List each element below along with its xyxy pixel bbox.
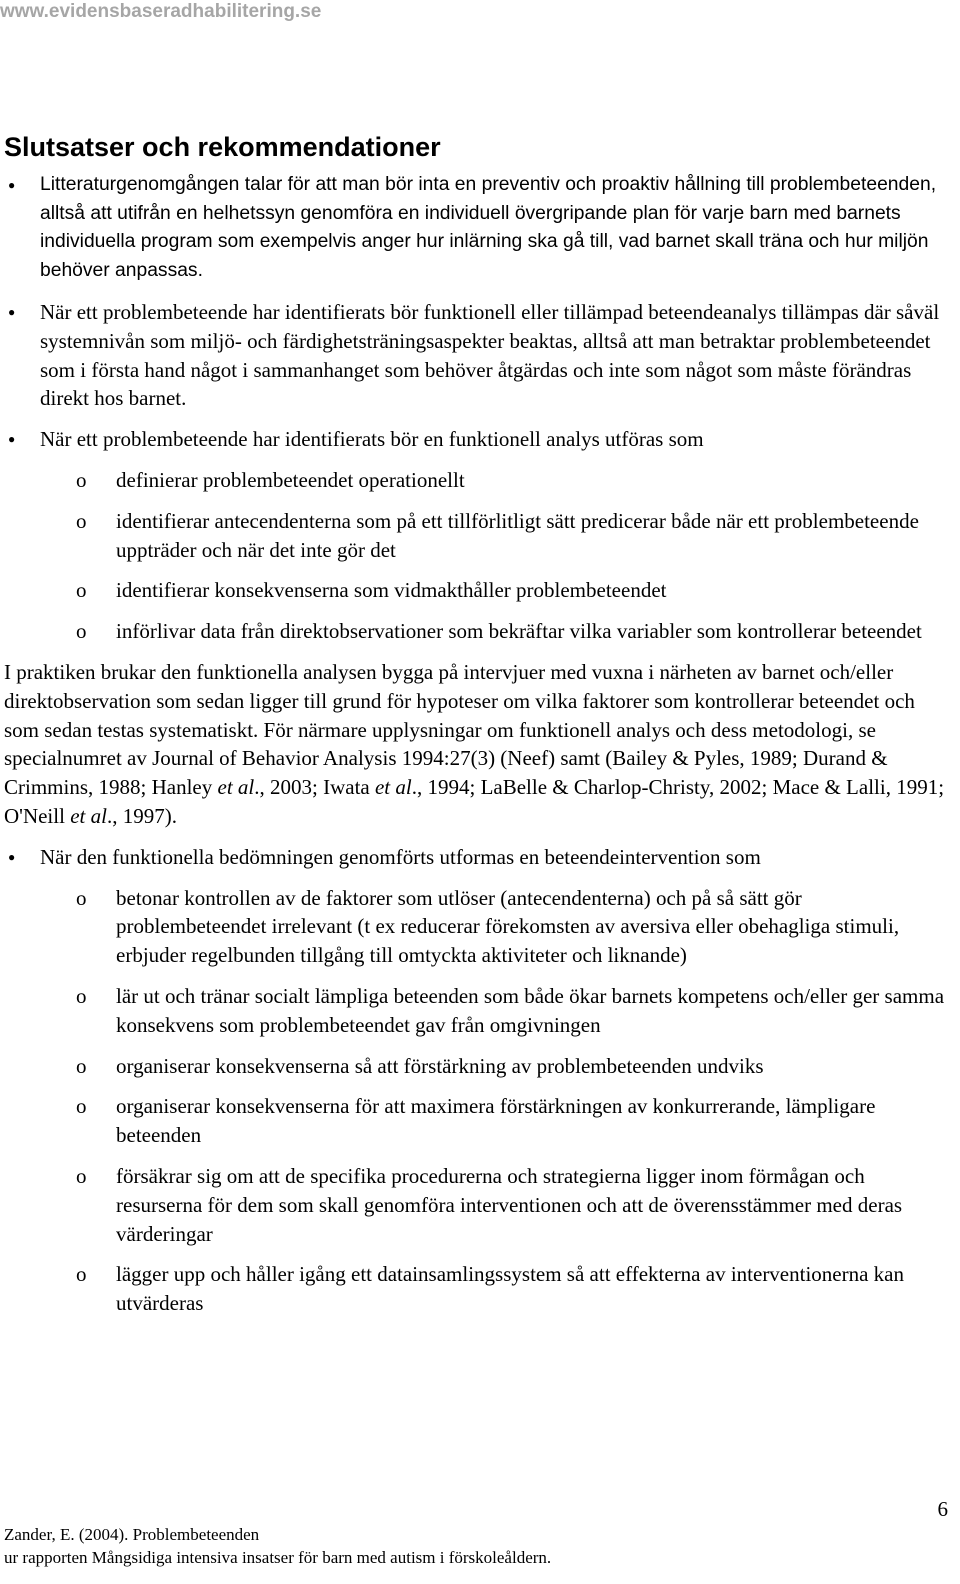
sub-bullet-icon: o [76, 467, 87, 492]
sub-bullet-icon: o [76, 1094, 87, 1119]
sub-bullet-icon: o [76, 508, 87, 533]
sub-item-text: införlivar data från direktobservationer som bekräftar vilka variabler som kontrollerar beteendet [116, 619, 922, 644]
sub-list-item [0, 884, 960, 970]
sub-list-item [0, 1052, 960, 1081]
sub-item-text: definierar problembeteendet operationellt [116, 467, 465, 492]
bullet-text: När ett problembeteende har identifierats bör funktionell eller tillämpad beteendeanalys tillämpas där såväl systemnivån som miljö- och färdighetsträningsaspekter beaktas, alltså att man betraktar problembeteendet som i första hand något i sammanhanget som behöver åtgärdas och inte som något som måste förändras direkt hos barnet. [40, 300, 940, 411]
sub-item-text: lägger upp och håller igång ett datainsamlingssystem så att effekterna av interventionerna kan utvärderas [116, 1262, 905, 1316]
bullet-item [0, 843, 960, 872]
sub-item-text: identifierar konsekvenserna som vidmakthåller problembeteendet [116, 578, 667, 603]
sub-bullet-icon: o [76, 619, 87, 644]
sub-item-text: försäkrar sig om att de specifika procedurerna och strategierna ligger inom förmågan och resurserna för dem som skall genomföra interventionen och att de överensstämmer med deras värderingar [116, 1163, 903, 1246]
sub-list-item [0, 1162, 960, 1248]
sub-item-text: betonar kontrollen av de faktorer som utlöser (antecendenterna) och på så sätt gör problembeteendet irrelevant (t ex reducerar förekomsten av aversiva eller obehagliga stimuli, erbjuder regelbunden tillgång till omtyckta aktiviteter och liknande) [116, 885, 900, 968]
sub-list-item [0, 617, 960, 646]
bullet-icon: ● [8, 178, 16, 192]
sub-bullet-icon: o [76, 983, 87, 1008]
sub-item-text: identifierar antecendenterna som på ett tillförlitligt sätt predicerar både när ett problembeteende uppträder och när det inte gör det [116, 508, 919, 562]
paragraph-text: ., 1997). [106, 803, 177, 828]
sub-list-item [0, 576, 960, 605]
sub-list-item [0, 982, 960, 1040]
sub-item-text: lär ut och tränar socialt lämpliga beteenden som både ökar barnets kompetens och/eller ger samma konsekvens som problembeteendet gav från omgivningen [116, 983, 945, 1037]
bullet-text: När den funktionella bedömningen genomförts utformas en beteendeintervention som [40, 844, 761, 869]
paragraph-italic: et al [217, 775, 255, 800]
bullet-icon: ● [8, 432, 16, 447]
footer-citation: Zander, E. (2004). Problembeteenden [4, 1525, 260, 1544]
sub-list-item [0, 1092, 960, 1150]
paragraph-italic: et al [70, 803, 107, 828]
sub-item-text: organiserar konsekvenserna så att förstärkning av problembeteenden undviks [116, 1053, 764, 1078]
bullet-item [0, 171, 960, 285]
paragraph-text: ., 2003; Iwata [254, 775, 375, 800]
sub-list-item [0, 1260, 960, 1318]
sub-bullet-icon: o [76, 1163, 87, 1188]
section-heading: Slutsatser och rekommendationer [4, 132, 441, 162]
bullet-item [0, 425, 960, 454]
bullet-item [0, 298, 960, 413]
body-paragraph [0, 658, 960, 831]
sub-list-item [0, 507, 960, 565]
bullet-icon: ● [8, 849, 16, 864]
intro-bullet-list [0, 171, 960, 285]
bullet-text: När ett problembeteende har identifierats bör en funktionell analys utföras som [40, 427, 704, 452]
paragraph-text: ., 1994; LaBelle & Charlop-Christy, 2002; Mace & Lalli, 1991; O'Neill [4, 775, 945, 828]
page-number: 6 [937, 1497, 948, 1521]
footer-source: ur rapporten Mångsidiga intensiva insatser för barn med autism i förskoleåldern. [4, 1548, 552, 1567]
sub-bullet-icon: o [76, 1262, 87, 1287]
sub-bullet-icon: o [76, 885, 87, 910]
footer [4, 1523, 551, 1569]
bullet-icon: ● [8, 305, 16, 319]
bullet-text: Litteraturgenomgången talar för att man bör inta en preventiv och proaktiv hållning till problembeteenden, alltså att utifrån en helhetssyn genomföra en individuell övergripande plan för varje barn med barnets individuella program som exempelvis anger hur inlärning ska gå till, vad barnet skall träna och hur miljön behöver anpassas. [40, 174, 937, 281]
document-body [0, 298, 960, 1318]
sub-item-text: organiserar konsekvenserna för att maximera förstärkningen av konkurrerande, lämpligare beteenden [116, 1094, 876, 1148]
paragraph-text: I praktiken brukar den funktionella analysen bygga på intervjuer med vuxna i närheten av barnet och/eller direktobservation som sedan ligger till grund för hypoteser om vilka faktorer som kontrollerar beteendet och som sedan testas systematiskt. För närmare upplysningar om funktionell analys och dess metodologi, se specialnumret av Journal of Behavior Analysis 1994:27(3) (Neef) samt (Bailey & Pyles, 1989; Durand & Crimmins, 1988; Hanley [4, 659, 915, 800]
sub-bullet-icon: o [76, 1053, 87, 1078]
site-url: www.evidensbaseradhabilitering.se [0, 1, 322, 22]
sub-bullet-icon: o [76, 578, 87, 603]
paragraph-italic: et al [374, 775, 412, 800]
sub-list-item [0, 466, 960, 495]
